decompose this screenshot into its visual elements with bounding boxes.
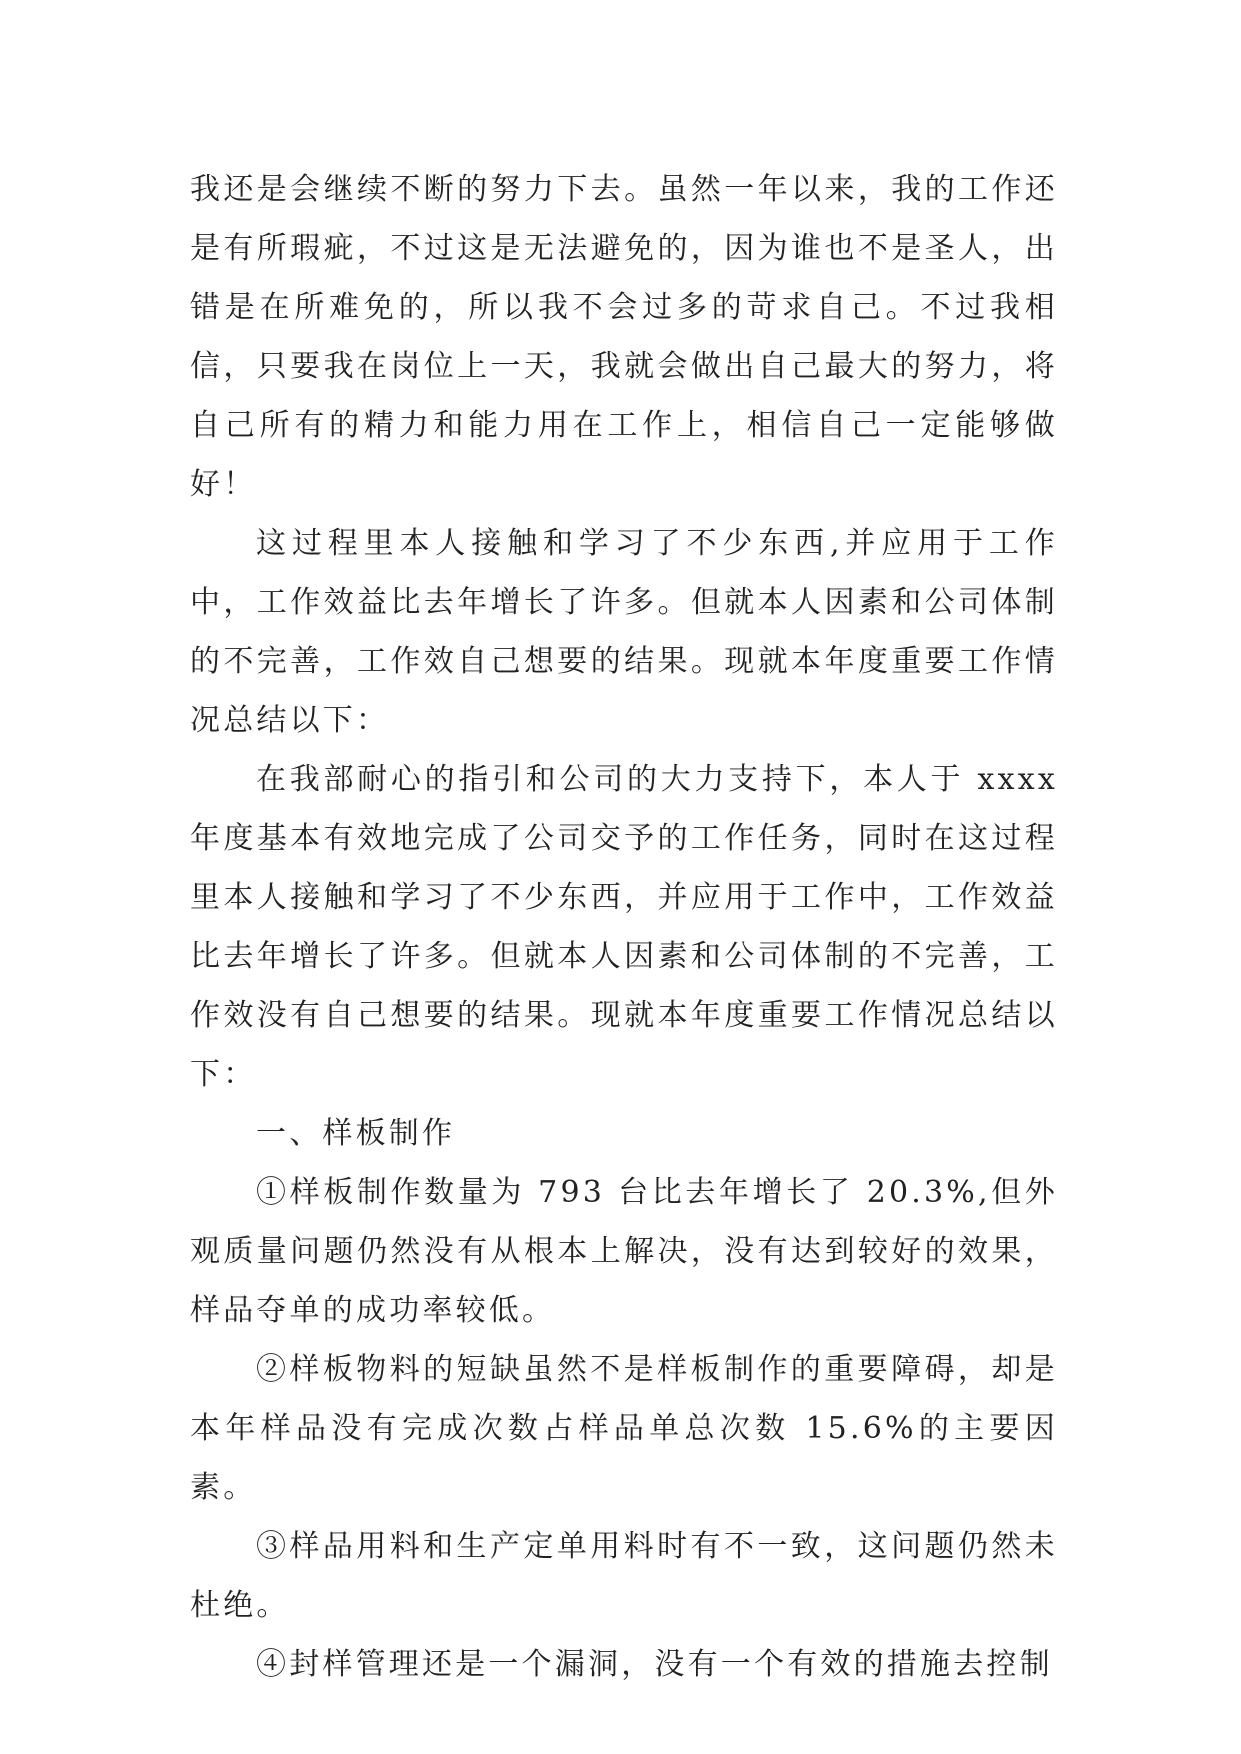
list-item-3: ③样品用料和生产定单用料时有不一致，这问题仍然未杜绝。 <box>190 1529 1058 1623</box>
list-item-1: ①样板制作数量为 793 台比去年增长了 20.3%,但外观质量问题仍然没有从根本上解决，没有达到较好的效果，样品夺单的成功率较低。 <box>190 1175 1058 1328</box>
list-item-2: ②样板物料的短缺虽然不是样板制作的重要障碍，却是本年样品没有完成次数占样品单总次数 15.6%的主要因素。 <box>190 1352 1058 1505</box>
list-item-4: ④封样管理还是一个漏洞，没有一个有效的措施去控制 <box>256 1647 1053 1682</box>
section-heading: 一、样板制作 <box>256 1116 456 1151</box>
paragraph-3: 在我部耐心的指引和公司的大力支持下，本人于 xxxx 年度基本有效地完成了公司交予的工作任务，同时在这过程里本人接触和学习了不少东西，并应用于工作中，工作效益比去年增长了许多。但就本人因素和公司体制的不完善，工作效没有自己想要的结果。现就本年度重要工作情况总结以下： <box>190 762 1058 1092</box>
document-body <box>190 160 1058 1694</box>
paragraph-1: 我还是会继续不断的努力下去。虽然一年以来，我的工作还是有所瑕疵，不过这是无法避免的，因为谁也不是圣人，出错是在所难免的，所以我不会过多的苛求自己。不过我相信，只要我在岗位上一天，我就会做出自己最大的努力，将自己所有的精力和能力用在工作上，相信自己一定能够做好！ <box>190 172 1058 502</box>
paragraph-2: 这过程里本人接触和学习了不少东西,并应用于工作中，工作效益比去年增长了许多。但就本人因素和公司体制的不完善，工作效自己想要的结果。现就本年度重要工作情况总结以下： <box>190 526 1058 738</box>
